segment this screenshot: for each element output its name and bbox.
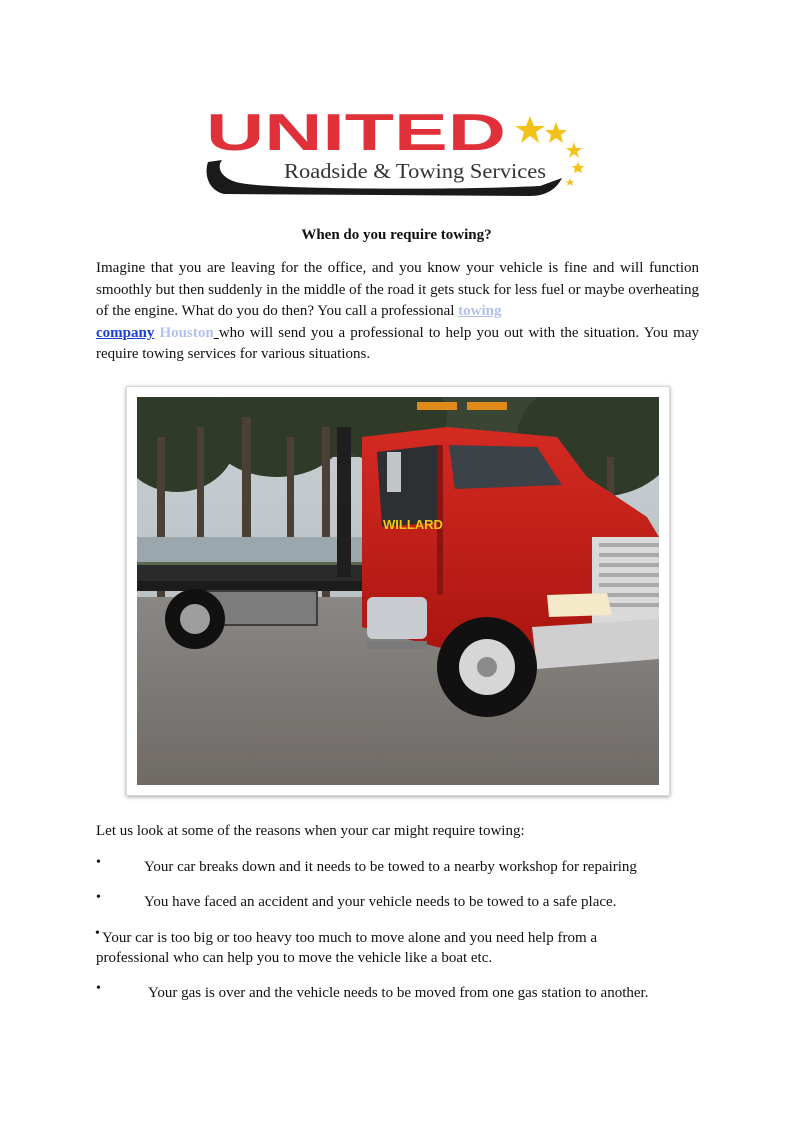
rear-wheel	[165, 589, 225, 649]
list-item: You have faced an accident and your vehicle needs to be towed to a safe place.	[144, 894, 617, 910]
logo-brand-text: UNITED	[206, 104, 506, 162]
reasons-intro: Let us look at some of the reasons when your car might require towing:	[96, 823, 525, 839]
tow-truck-photo	[137, 397, 659, 785]
logo-tagline: Roadside & Towing Services	[284, 159, 546, 183]
article-heading: When do you require towing?	[301, 227, 492, 243]
intro-paragraph	[96, 258, 699, 366]
list-item-continuation: professional who can help you to move the vehicle like a boat etc.	[96, 950, 493, 966]
front-wheel	[437, 617, 537, 717]
intro-text-end: who will send you a professional to help you out with the situation. You may require towing services for various situations.	[96, 324, 700, 362]
bullet-dot: •	[96, 981, 101, 996]
bullet-dot: •	[96, 855, 101, 870]
towing-link[interactable]: towing	[458, 303, 502, 319]
list-item: Your car breaks down and it needs to be towed to a nearby workshop for repairing	[144, 859, 637, 875]
list-item: Your gas is over and the vehicle needs to be moved from one gas station to another.	[148, 985, 649, 1001]
bullet-dot: •	[96, 890, 101, 905]
united-logo	[200, 98, 592, 208]
tow-truck-photo-frame	[126, 386, 670, 796]
bullet-dot: •	[95, 926, 100, 941]
intro-text-start: Imagine that you are leaving for the office, and you know your vehicle is fine and will function smoothly but then suddenly in the middle of the road it gets stuck for less fuel or maybe overheating of the engine. What do you do then? You call a professional	[96, 260, 699, 319]
list-item: Your car is too big or too heavy too much to move alone and you need help from a	[102, 930, 598, 946]
houston-link[interactable]: Houston	[159, 324, 214, 341]
company-link[interactable]: company	[96, 324, 155, 341]
truck-door-text: WILLARD	[383, 517, 443, 532]
